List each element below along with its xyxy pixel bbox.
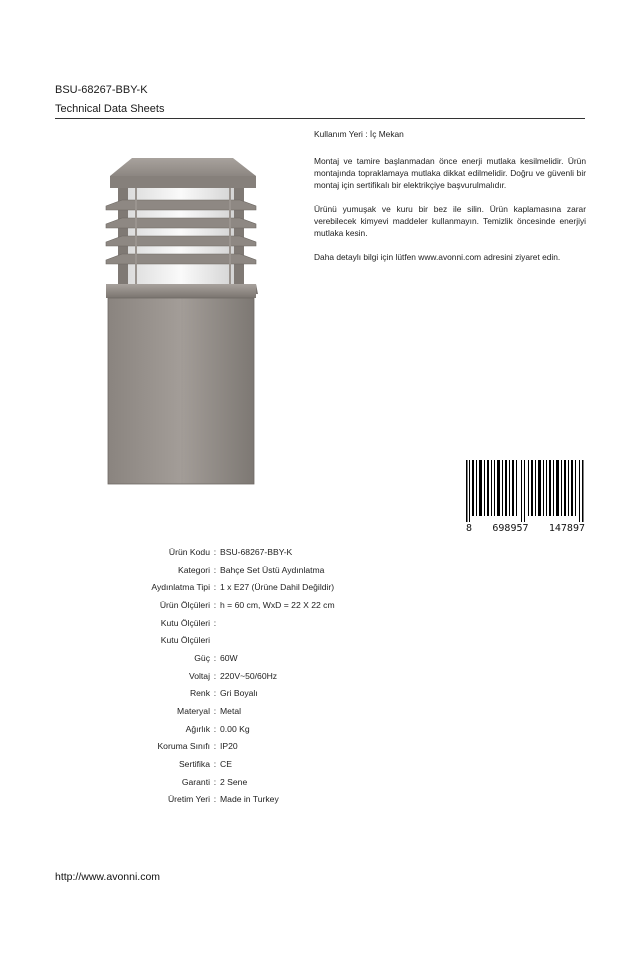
barcode-bars: [466, 460, 585, 524]
spec-row-category: [60, 561, 460, 579]
spec-separator: :: [213, 706, 217, 717]
spec-row-origin: [60, 791, 460, 809]
spec-label: Ürün Ölçüleri: [159, 599, 210, 610]
spec-label: Koruma Sınıfı: [157, 741, 210, 752]
barcode-digits-left: 698957: [492, 523, 529, 534]
footer-url[interactable]: http://www.avonni.com: [55, 871, 161, 883]
spec-separator: :: [213, 776, 217, 787]
spec-separator: :: [213, 723, 217, 734]
spec-label: Kategori: [177, 564, 210, 575]
spec-separator: :: [213, 688, 217, 699]
spec-label: Ürün Kodu: [168, 546, 210, 557]
spec-row-weight: [60, 720, 460, 738]
spec-label: Üretim Yeri: [167, 794, 210, 805]
spec-value: Metal: [220, 706, 242, 717]
usage-place: Kullanım Yeri : İç Mekan: [314, 129, 404, 139]
spec-label: Güç: [194, 652, 210, 663]
spec-separator: :: [213, 794, 217, 805]
website-note: Daha detaylı bilgi için lütfen www.avonni.com adresini ziyaret edin.: [314, 252, 561, 262]
spec-separator: :: [213, 759, 217, 770]
spec-row-color: [60, 685, 460, 703]
spec-separator: :: [213, 546, 217, 557]
spec-row-lighting-type: [60, 578, 460, 596]
spec-separator: :: [213, 582, 217, 593]
spec-label: Voltaj: [188, 670, 210, 681]
spec-value: Bahçe Set Üstü Aydınlatma: [220, 564, 325, 575]
spec-row-voltage: [60, 667, 460, 685]
spec-row-material: [60, 702, 460, 720]
barcode-digits: [466, 522, 585, 536]
spec-separator: :: [213, 652, 217, 663]
spec-row-box-dimensions-2: [60, 631, 460, 649]
spec-separator: :: [213, 741, 217, 752]
cleaning-note: Ürünü yumuşak ve kuru bir bez ile silin. Ürün kaplamasına zarar verebilecek kimyevi maddeler kullanmayın. Temizlik öncesinde enerjiyi mutlaka kesin.: [314, 204, 586, 238]
spec-value: 2 Sene: [220, 776, 248, 787]
product-code-title: BSU-68267-BBY-K: [55, 84, 148, 96]
spec-separator: :: [213, 617, 217, 628]
spec-row-box-dimensions: [60, 614, 460, 632]
spec-value: 0.00 Kg: [220, 723, 250, 734]
barcode-digit-prefix: 8: [466, 523, 473, 534]
spec-separator: :: [213, 670, 217, 681]
spec-label: Ağırlık: [185, 723, 210, 734]
spec-value: h = 60 cm, WxD = 22 X 22 cm: [220, 599, 335, 610]
spec-label: Aydınlatma Tipi: [151, 582, 210, 593]
spec-row-power: [60, 649, 460, 667]
document-subtitle: Technical Data Sheets: [55, 103, 165, 115]
spec-row-certificate: [60, 755, 460, 773]
usage-notes: [314, 128, 586, 275]
spec-label: Garanti: [181, 776, 210, 787]
barcode-digits-right: 147897: [548, 523, 585, 534]
spec-label: Renk: [189, 688, 210, 699]
spec-row-warranty: [60, 773, 460, 791]
spec-table: [60, 543, 460, 808]
spec-separator: :: [213, 564, 217, 575]
barcode: [466, 460, 585, 537]
safety-note: Montaj ve tamire başlanmadan önce enerji mutlaka kesilmelidir. Ürün montajında topraklamaya mutlaka dikkat edilmelidir. Doğru ve güvenli bir montaj için sertifikalı bir elektrikçiye başvurulmalıdır.: [314, 156, 586, 190]
spec-value: Made in Turkey: [220, 794, 279, 805]
spec-label: Sertifika: [178, 759, 210, 770]
spec-row-product-dimensions: [60, 596, 460, 614]
spec-label: Kutu Ölçüleri: [160, 635, 210, 646]
product-image: [100, 150, 265, 490]
header-divider: [55, 118, 585, 119]
spec-value: 60W: [220, 652, 238, 663]
spec-row-protection-class: [60, 738, 460, 756]
spec-value: CE: [220, 759, 232, 770]
spec-value: Gri Boyalı: [220, 688, 258, 699]
spec-label: Kutu Ölçüleri: [160, 617, 210, 628]
spec-value: IP20: [220, 741, 238, 752]
document-header: [55, 82, 585, 117]
spec-value: 220V~50/60Hz: [220, 670, 278, 681]
spec-value: 1 x E27 (Ürüne Dahil Değildir): [220, 582, 335, 593]
spec-label: Materyal: [177, 706, 210, 717]
spec-separator: :: [213, 599, 217, 610]
bollard-lamp-image: [100, 150, 265, 490]
spec-row-product-code: [60, 543, 460, 561]
spec-value: BSU-68267-BBY-K: [220, 546, 293, 557]
